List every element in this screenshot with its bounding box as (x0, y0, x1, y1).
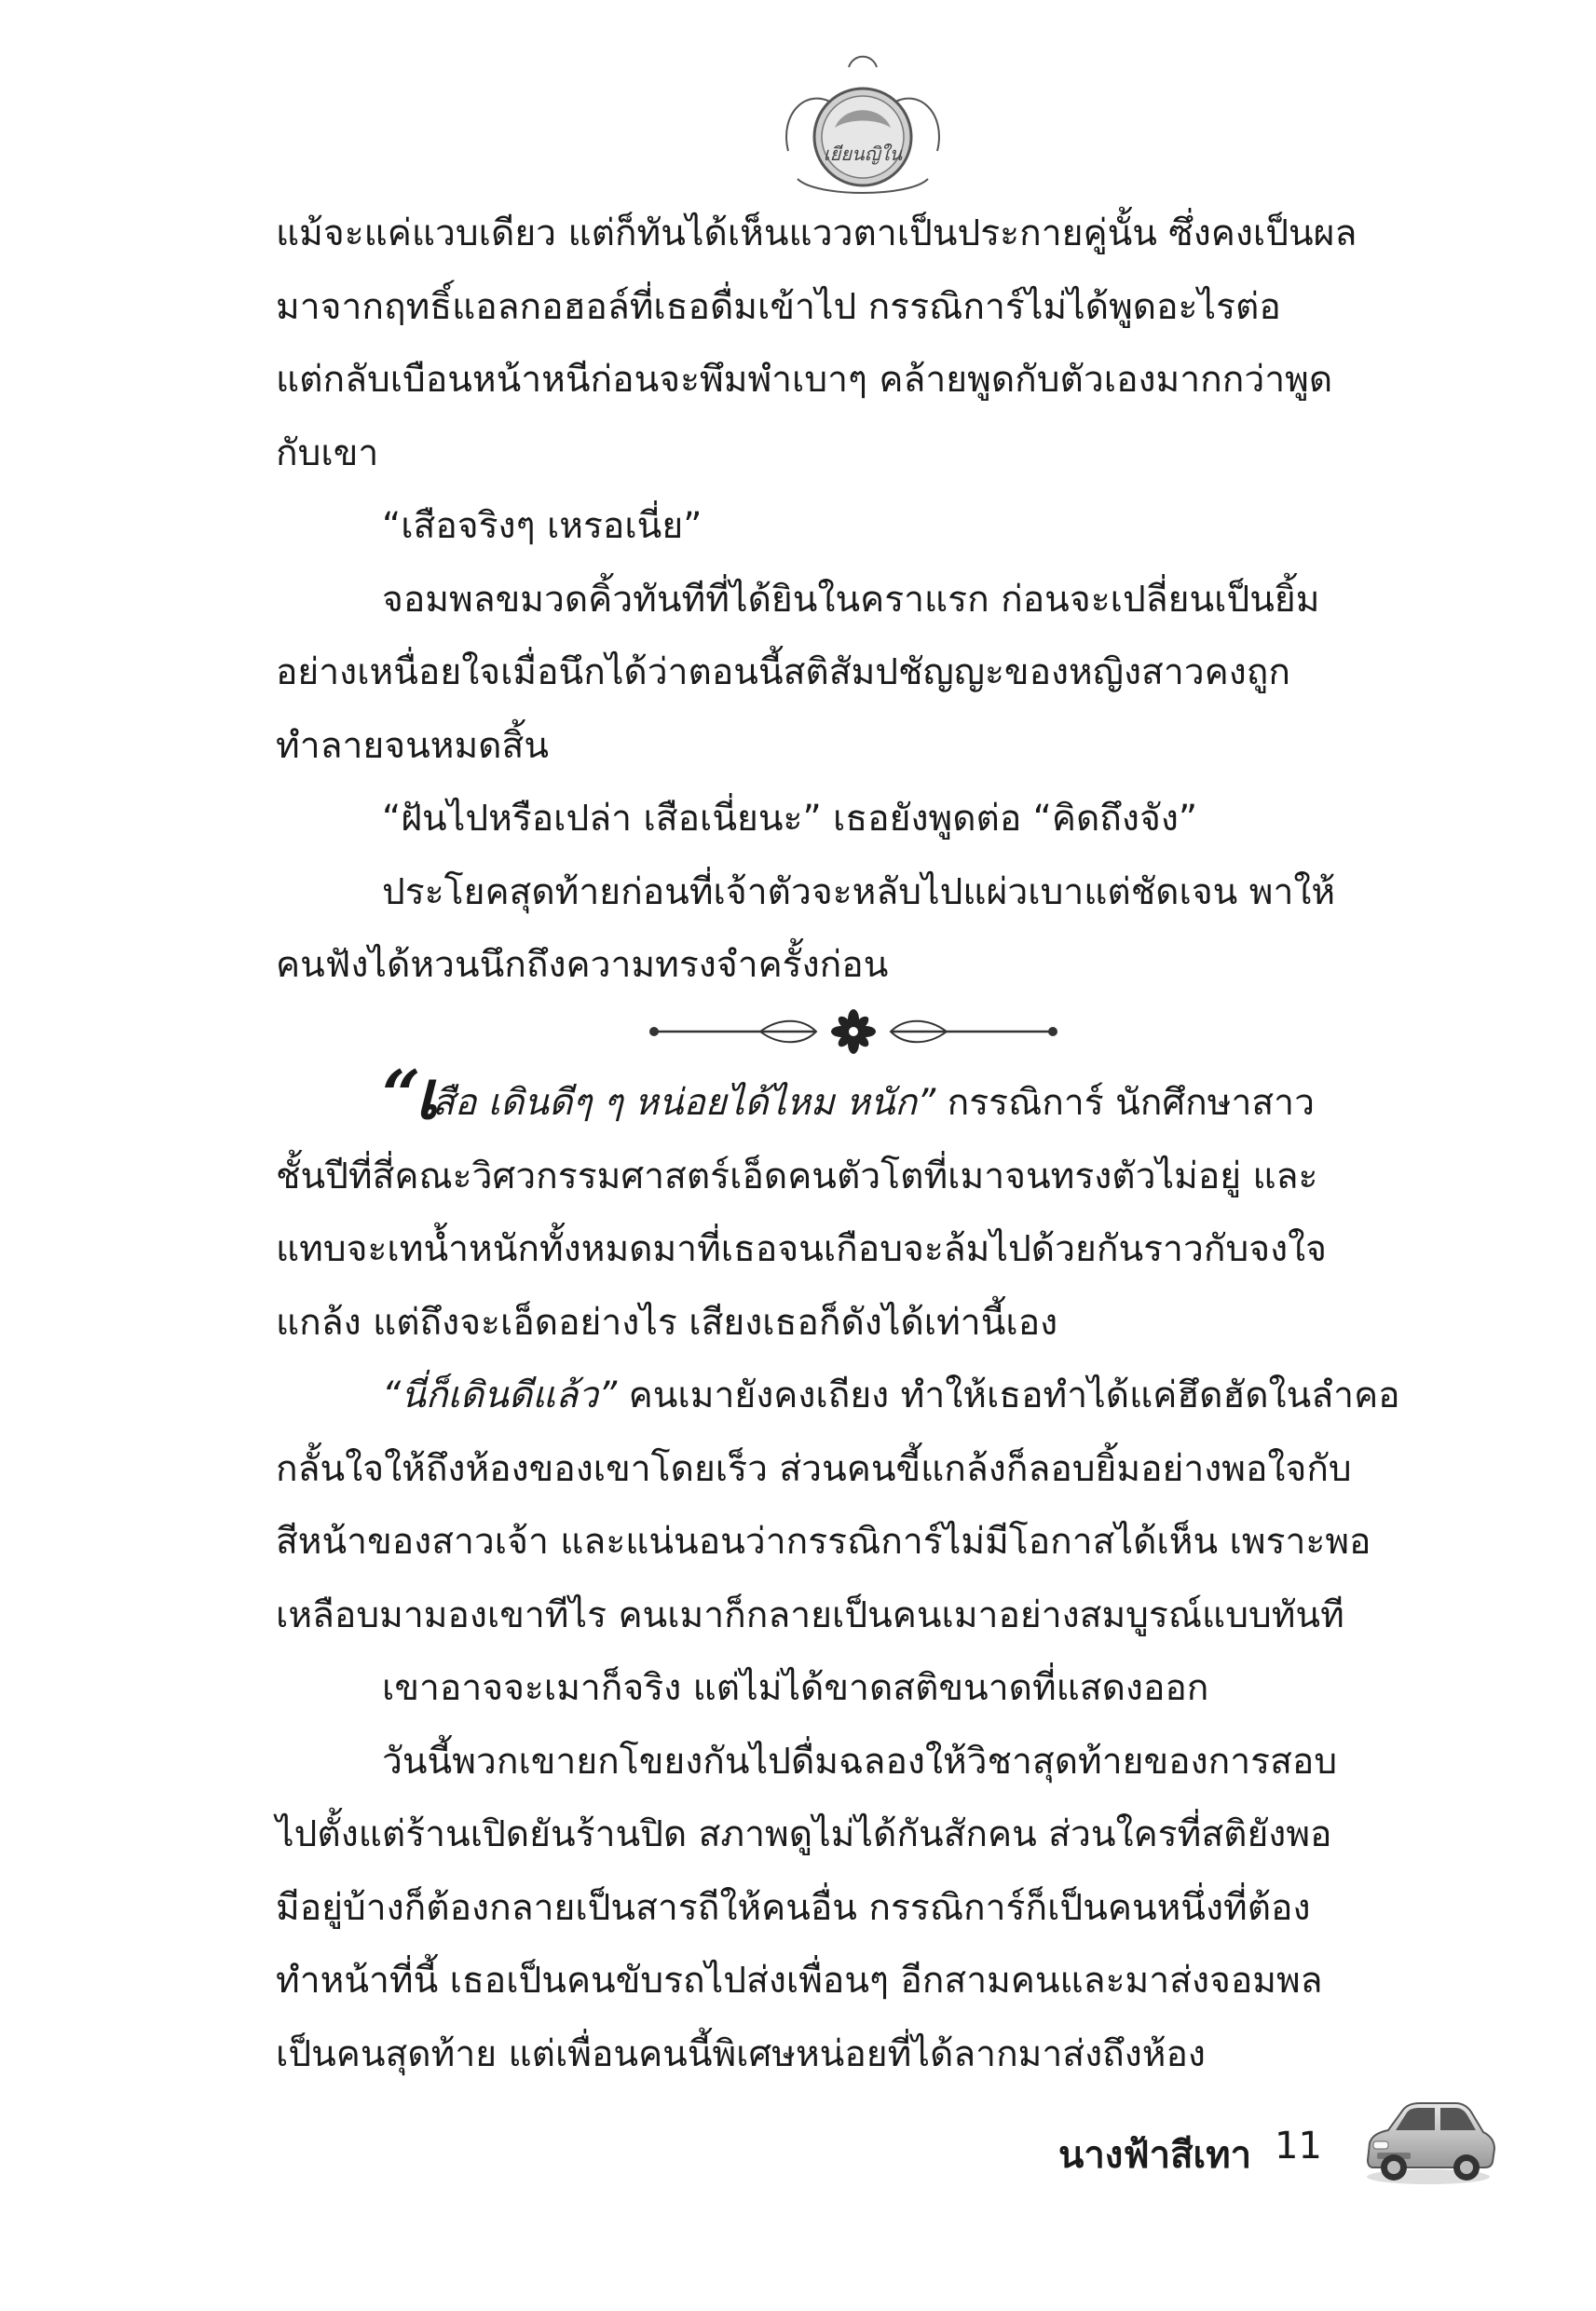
body-line: มีอยู่บ้างก็ต้องกลายเป็นสารถีให้คนอื่น กรรณิการ์ก็เป็นคนหนึ่งที่ต้อง (276, 1886, 1311, 1929)
body-line: แม้จะแค่แวบเดียว แต่ก็ทันได้เห็นแววตาเป็นประกายคู่นั้น ซึ่งคงเป็นผล (276, 212, 1357, 254)
dropcap: “เ (382, 1055, 433, 1134)
book-title: นางฟ้าสีเทา (1058, 2134, 1252, 2177)
body-line: “ฝันไปหรือเปล่า เสือเนี่ยนะ” เธอยังพูดต่อ “คิดถึงจัง” (382, 798, 1198, 840)
emblem-text: เยียนญิใน (823, 143, 903, 165)
body-line (276, 1360, 1439, 1433)
opening-line (276, 1055, 1439, 1141)
body-line: มาจากฤทธิ์แอลกอฮอล์ที่เธอดื่มเข้าไป กรรณิการ์ไม่ได้พูดอะไรต่อ (276, 285, 1281, 328)
body-line: แต่กลับเบือนหน้าหนีก่อนจะพึมพำเบาๆ คล้ายพูดกับตัวเองมากกว่าพูด (276, 359, 1333, 401)
body-line: วันนี้พวกเขายกโขยงกันไปดื่มฉลองให้วิชาสุดท้ายของการสอบ (382, 1740, 1338, 1783)
body-line: “เสือจริงๆ เหรอเนี่ย” (382, 505, 703, 547)
body-line: กับเขา (276, 431, 379, 474)
body-line: ไปตั้งแต่ร้านเปิดยันร้านปิด สภาพดูไม่ได้กันสักคน ส่วนใครที่สติยังพอ (276, 1813, 1332, 1855)
ornamental-flourish-divider-icon (648, 1006, 1058, 1057)
body-line: ทำลายจนหมดสิ้น (276, 724, 549, 767)
body-line: แทบจะเทน้ำหนักทั้งหมดมาที่เธอจนเกือบจะล้มไปด้วยกันราวกับจงใจ (276, 1228, 1328, 1270)
italic-dialogue: สือ เดินดีๆ ๆ หน่อยได้ไหม หนัก” (432, 1082, 936, 1124)
body-line: จอมพลขมวดคิ้วทันทีที่ได้ยินในคราแรก ก่อนจะเปลี่ยนเป็นยิ้ม (382, 578, 1320, 621)
decorative-emblem-icon (770, 48, 956, 207)
car-icon (1358, 2087, 1498, 2190)
body-line: ประโยคสุดท้ายก่อนที่เจ้าตัวจะหลับไปแผ่วเบาแต่ชัดเจน พาให้ (382, 870, 1336, 913)
body-text: คนเมายังคงเถียง ทำให้เธอทำได้แค่ฮึดฮัดในลำคอ (617, 1374, 1400, 1416)
italic-dialogue: “นี่ก็เดินดีแล้ว” (382, 1374, 618, 1416)
body-line: สีหน้าของสาวเจ้า และแน่นอนว่ากรรณิการ์ไม่มีโอกาสได้เห็น เพราะพอ (276, 1521, 1371, 1563)
body-text: กรรณิการ์ นักศึกษาสาว (935, 1082, 1315, 1124)
body-line: อย่างเหนื่อยใจเมื่อนึกได้ว่าตอนนี้สติสัมปชัญญะของหญิงสาวคงถูก (276, 651, 1290, 693)
section-two (276, 1055, 1439, 2091)
body-line: ทำหน้าที่นี้ เธอเป็นคนขับรถไปส่งเพื่อนๆ อีกสามคนและมาส่งจอมพล (276, 1960, 1323, 2002)
body-line: เป็นคนสุดท้าย แต่เพื่อนคนนี้พิเศษหน่อยที่ได้ลากมาส่งถึงห้อง (276, 2032, 1206, 2075)
body-line: เขาอาจจะเมาก็จริง แต่ไม่ได้ขาดสติขนาดที่แสดงออก (382, 1667, 1209, 1709)
body-line: แกล้ง แต่ถึงจะเอ็ดอย่างไร เสียงเธอก็ดังได้เท่านี้เอง (276, 1301, 1058, 1344)
body-line: เหลือบมามองเขาทีไร คนเมาก็กลายเป็นคนเมาอย่างสมบูรณ์แบบทันที (276, 1593, 1344, 1636)
body-line: ชั้นปีที่สี่คณะวิศวกรรมศาสตร์เอ็ดคนตัวโตที่เมาจนทรงตัวไม่อยู่ และ (276, 1155, 1318, 1197)
body-line: คนฟังได้หวนนึกถึงความทรงจำครั้งก่อน (276, 944, 889, 986)
page-number: 11 (1275, 2125, 1322, 2167)
body-line: กลั้นใจให้ถึงห้องของเขาโดยเร็ว ส่วนคนขี้แกล้งก็ลอบยิ้มอย่างพอใจกับ (276, 1447, 1352, 1490)
section-one (276, 198, 1439, 1003)
